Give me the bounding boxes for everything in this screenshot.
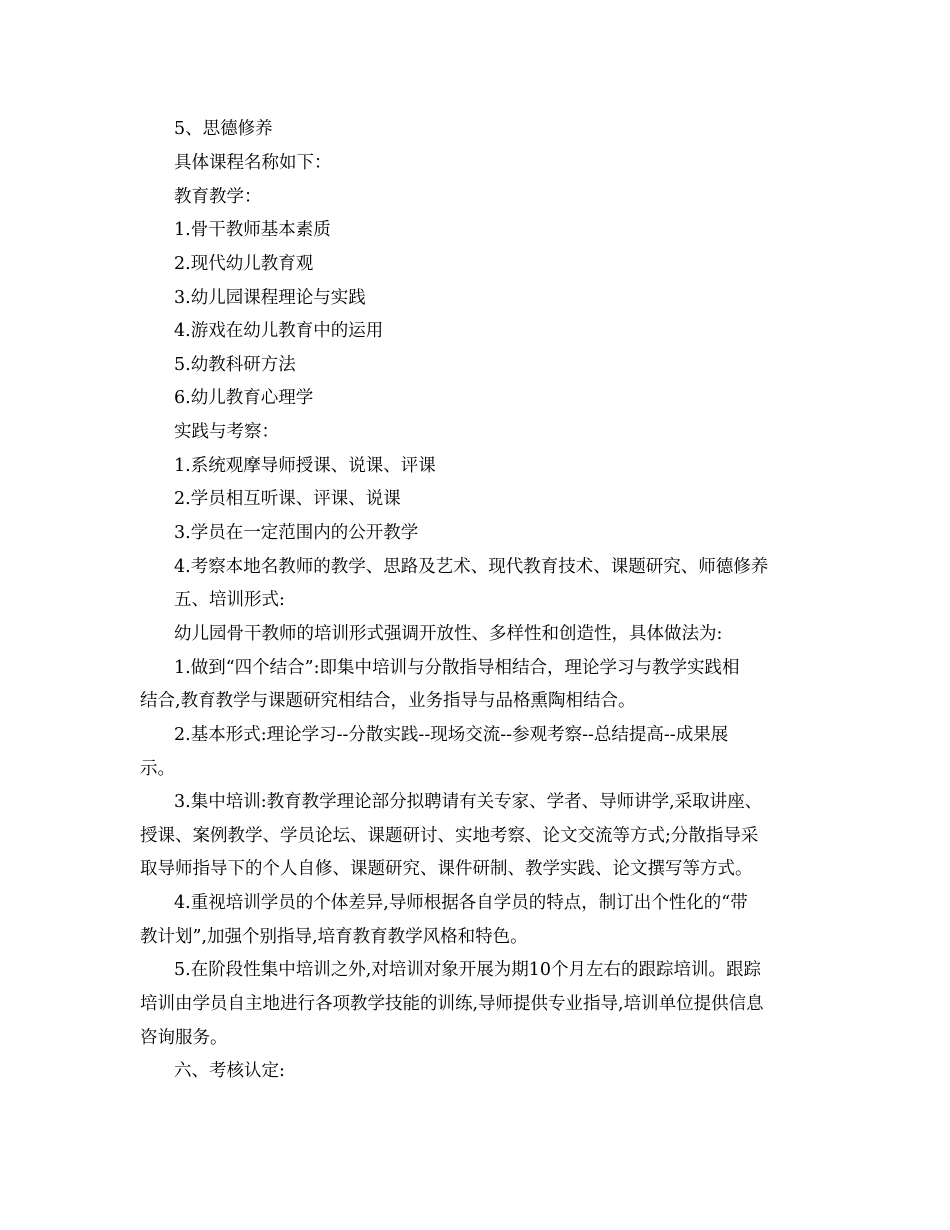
paragraph-line: 取导师指导下的个人自修、课题研究、课件研制、教学实践、论文撰写等方式。 (140, 859, 753, 879)
list-item: 3.幼儿园课程理论与实践 (174, 288, 366, 308)
section-heading-5: 五、培训形式: (174, 590, 285, 610)
list-item: 2.学员相互听课、评课、说课 (174, 489, 401, 509)
list-item: 2.现代幼儿教育观 (174, 254, 314, 274)
list-item: 1.骨干教师基本素质 (174, 220, 331, 240)
paragraph-line: 1.做到“四个结合”:即集中培训与分散指导相结合，理论学习与教学实践相 (174, 658, 740, 678)
list-item: 3.学员在一定范围内的公开教学 (174, 523, 419, 543)
section-heading-6: 六、考核认定: (174, 1061, 285, 1081)
category-heading-practice: 实践与考察： (174, 422, 279, 442)
section-item-5: 5、思德修养 (174, 119, 273, 139)
list-item: 5.幼教科研方法 (174, 355, 296, 375)
list-item: 4.考察本地名教师的教学、思路及艺术、现代教育技术、课题研究、师德修养 (174, 557, 769, 577)
list-item: 6.幼儿教育心理学 (174, 388, 314, 408)
course-list-intro: 具体课程名称如下： (174, 153, 332, 173)
paragraph-line: 3.集中培训:教育教学理论部分拟聘请有关专家、学者、导师讲学,采取讲座、 (174, 792, 763, 812)
list-item: 4.游戏在幼儿教育中的运用 (174, 321, 384, 341)
paragraph-line: 示。 (140, 759, 175, 779)
paragraph-line: 2.基本形式:理论学习--分散实践--现场交流--参观考察--总结提高--成果展 (174, 725, 729, 745)
paragraph-line: 4.重视培训学员的个体差异,导师根据各自学员的特点，制订出个性化的“带 (174, 893, 748, 913)
paragraph-line: 教计划”,加强个别指导,培育教育教学风格和特色。 (140, 927, 528, 947)
paragraph: 幼儿园骨干教师的培训形式强调开放性、多样性和创造性，具体做法为: (174, 624, 723, 644)
paragraph-line: 咨询服务。 (140, 1028, 228, 1048)
list-item: 1.系统观摩导师授课、说课、评课 (174, 456, 436, 476)
paragraph-line: 授课、案例教学、学员论坛、课题研讨、实地考察、论文交流等方式;分散指导采 (140, 826, 759, 846)
category-heading-education: 教育教学： (174, 187, 262, 207)
paragraph-line: 结合,教育教学与课题研究相结合，业务指导与品格熏陶相结合。 (140, 691, 636, 711)
paragraph-line: 培训由学员自主地进行各项教学技能的训练,导师提供专业指导,培训单位提供信息 (140, 994, 764, 1014)
paragraph-line: 5.在阶段性集中培训之外,对培训对象开展为期10个月左右的跟踪培训。跟踪 (174, 960, 762, 980)
